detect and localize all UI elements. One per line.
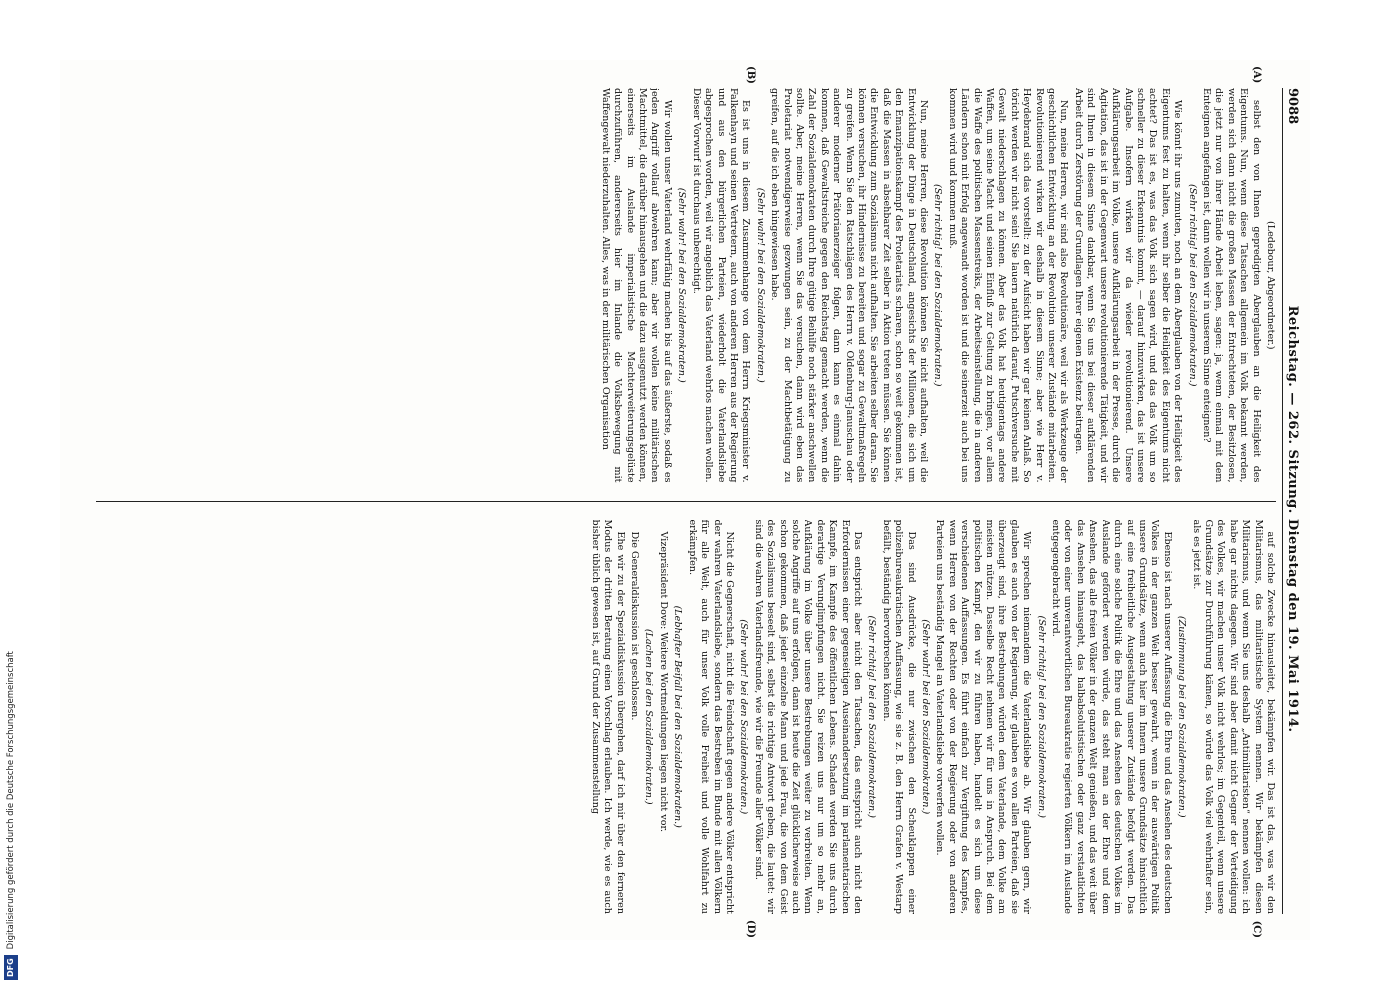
- page-header: [1282, 88, 1300, 914]
- funding-text: Digitalisierung gefördert durch die Deutsche Forschungsgemeinschaft: [6, 651, 16, 950]
- paragraph: selbst den von Ihnen gepredigten Aberglauben an die Heiligkeit des Eigentums. Nun, wenn diese Tatsachen allgemein im Volk bekannt werden, werden sich dann nicht die großen Massen der Entrechteten, der Besitzlosen, die jetzt nur von ihrer Hände Arbeit leben, sagen: ja, wenn einmal mit dem Enteignen angefangen ist, dann wollen wir in unserem Sinne enteignen?: [1200, 88, 1262, 483]
- interjection: (Sehr richtig! bei den Sozialdemokraten.): [932, 183, 944, 387]
- interjection: (Sehr wahr! bei den Sozialdemokraten.): [920, 619, 932, 815]
- rotated-page-content: [60, 60, 1310, 940]
- paragraph: Das sind Ausdrücke, die nur zwischen den Scheuklappen einer polizeibureaukratischen Auffassung, wie sie z. B. den Herrn Grafen v. Westarp befällt, beständig hervorbrechen können.: [880, 519, 917, 914]
- paragraph: Wie könnt ihr uns zumuten, noch an dem Aberglauben von der Heiligkeit des Eigentums fest zu halten, wenn ihr selber die Heiligkeit des Eigentums nicht achtet? Das ist es, was das Volk sich sagen wird, und das das Volk um so schneller zu dieser Erkenntnis kommt, — darauf hinzuwirken, das ist unsere Aufgabe. Insofern wirken wir da wieder revolutionierend. Unsere Aufklärungsarbeit im Volke, unsere Aufklärungsarbeit in der Presse, durch die Agitation, das ist in der Gegenwart unsere revolutionierende Tätigkeit, und wir sind Ihnen in diesem Sinne dankbar, wenn Sie uns bei dieser aufklärenden Arbeit durch Zerstörung der Grundlagen Ihrer eigenen Existenz beitragen.: [1072, 88, 1184, 483]
- interjection: (Sehr richtig! bei den Sozialdemokraten.): [1186, 183, 1198, 387]
- paragraph: Nun, meine Herren, diese Revolution können Sie nicht aufhalten, weil die Entwicklung der Dinge in Deutschland, angesichts der Millionen, die sich um den Emanzipationskampf des Proletariats scharen, schon so weit gekommen ist, daß die Massen in absehbarer Zeit selber in Aktion treten müssen. Sie können die Entwicklung zum Sozialismus nicht aufhalten. Sie arbeiten selber daran. Sie können versuchen, ihr Hindernisse zu bereiten und sogar zu Gewaltmaßregeln zu greifen. Wenn Sie den Ratschlägen des Herrn v. Oldenburg-Januschau oder anderer moderner Prätorianerzeiger folgen, dann kann es einmal dahin kommen, daß Gewaltstreiche gegen den Reichstag gemacht werden, wenn die Zahl der Sozialdemokraten durch Ihre gütige Beihilfe noch stärker anschwellen sollte. Aber, meine Herren, wenn Sie das versuchen, dann wird eben das Proletariat notwendigerweise gezwungen sein, zu der Machtbetätigung zu greifen, auf die ich eben hingewiesen habe.: [769, 88, 930, 483]
- margin-marker-c: (C): [1251, 920, 1262, 938]
- dfg-logo-icon: DFG: [4, 955, 18, 980]
- funding-sidebar: [4, 20, 18, 980]
- interjection: (Sehr wahr! bei den Sozialdemokraten.): [754, 187, 766, 383]
- interjection: (Sehr wahr! bei den Sozialdemokraten.): [738, 619, 750, 815]
- paragraph: Wir wollen unser Vaterland wehrfähig machen bis auf das äußerste, sodaß es jeden Angriff vollauf abwehren kann; aber wir wollen keine militärischen Machtmittel, die darüber hinausgehen und die dazu ausgenutzt werden können, einerseits im Auslande imperialistische Machterweiterungsgelüste durchzuführen, andererseits hier im Inlande die Volksbewegung mit Waffengewalt niederzuhalten. Alles, was in der militärischen Organisation: [599, 88, 673, 483]
- left-column: [96, 88, 1276, 483]
- paragraph: Die Generaldiskussion ist geschlossen.: [629, 531, 641, 721]
- column-divider: [96, 501, 1276, 502]
- scanned-page: [60, 60, 1310, 940]
- paragraph: Wir sprechen niemandem die Vaterlandsliebe ab. Wir glauben gern, wir glauben es auch von der Regierung, wir glauben es von allen Parteien, daß sie überzeugt sind, ihre Bestrebungen würden dem Vaterlande, dem Volke am meisten nützen. Dasselbe Recht nehmen wir für uns in Anspruch. Bei dem politischen Kampf, den wir zu führen haben, handelt es sich um diese verschiedenen Auffassungen. Es führt einfach zur Vergiftung des Kampfes, wenn Herren von der Rechten oder von der Regierung oder von anderen Parteien uns beständig Mangel an Vaterlandsliebe vorwerfen wollen.: [934, 519, 1033, 914]
- page-number: 9088: [1285, 88, 1300, 125]
- interjection: (Lebhafter Beifall bei den Sozialdemokraten.): [672, 605, 684, 828]
- margin-marker-d: (D): [745, 919, 756, 938]
- page-title: Reichstag. — 262. Sitzung. Dienstag den 19. Mai 1914.: [1285, 305, 1300, 733]
- interjection: (Lachen bei den Sozialdemokraten.): [643, 628, 655, 805]
- funding-note: [4, 20, 18, 980]
- margin-marker-a: (A): [1251, 66, 1262, 84]
- paragraph: Ehe wir zu der Spezialdiskussion übergehen, darf ich mir über den ferneren Modus der dritten Beratung einen Vorschlag erlauben. Ich werde, wie es auch bisher üblich gewesen ist, auf Grund der Zusammenstellung: [589, 519, 626, 914]
- interjection: (Zustimmung bei den Sozialdemokraten.): [1176, 615, 1188, 818]
- speaker-tag: (Ledebour, Abgeordneter.): [1265, 221, 1276, 350]
- paragraph: Nun, meine Herren, wir sind also Revolutionäre, weil wir als Werkzeuge der geschichtlichen Entwicklung an der Revolution unserer Zustände mitarbeiten. Revolutionierend wirken wir deshalb in diesem Sinne; aber wie Herr v. Heydebrand sich das vorstellt: zu der Aufsicht haben wir gar keinen Anlaß. So töricht werden wir nicht sein! Sie lauern natürlich darauf, Putschversuche mit Gewalt niederschlagen zu können. Aber das Volk hat heutigentags andere Waffen, um seine Macht und seinen Einfluß zur Geltung zu bringen, vor allem die Waffe des politischen Massenstreiks, der Arbeitseinstellung, die in anderen Ländern schon mit Erfolg angewandt worden ist und die seinerzeit auch bei uns kommen wird und kommen muß.: [946, 88, 1070, 483]
- paragraph: Ebenso ist nach unserer Auffassung die Ehre und das Ansehen des deutschen Volkes in der ganzen Welt besser gewahrt, wenn in der auswärtigen Politik unsere Grundsätze, wenn auch hier im Innern unsere Grundsätze hinsichtlich auf eine freiheitliche Ausgestaltung unserer Zustände befolgt werden. Das durch eine solche Politik die Ehre und das Ansehen des deutschen Volkes im Auslande gefördert werden würde, das steht man an der Ehre und dem Ansehen, das alle freien Völker in der ganzen Welt genießen, und das weit über das Ansehen hinausgeht, das halbabsolutistischen oder ganz verstaatlichten oder von einer unverantwortlichen Bureaukratie regierten Völkern im Auslande entgegengebracht wird.: [1050, 519, 1173, 914]
- paragraph: auf solche Zwecke hinausleitet, bekämpfen wir. Das ist das, was wir den Militarismus, das militaristische System nennen. Wir bekämpfen diesen Militarismus, und wenn Sie uns deshalb „Antimilitaristen“ nennen wollen: ich habe gar nichts dagegen. Wir sind aber damit nicht Gegner der Verteidigung des Volkes, wir machen unser Volk nicht wehrlos; im Gegenteil, wenn unsere Grundsätze zur Durchführung kämen, so würde das Volk viel wehrhafter sein, als es jetzt ist.: [1190, 519, 1276, 914]
- interjection: (Sehr richtig! bei den Sozialdemokraten.): [866, 615, 878, 819]
- interjection: (Sehr wahr! bei den Sozialdemokraten.): [676, 187, 688, 383]
- paragraph: Vizepräsident Dove: Weitere Wortmeldungen liegen nicht vor.: [657, 531, 669, 833]
- right-column: [96, 520, 1276, 915]
- margin-marker-b: (B): [745, 66, 756, 84]
- interjection: (Sehr richtig! bei den Sozialdemokraten.): [1035, 615, 1047, 819]
- paragraph: Nicht die Gegnerschaft, nicht die Feindschaft gegen andere Völker entspricht der wahren Vaterlandsliebe, sondern das Bestreben im Bunde mit allen Völkern für alle Welt, auch für unser Volk volle Freiheit und volle Wohlfahrt zu erkämpfen.: [686, 519, 735, 914]
- paragraph: Es ist uns in diesem Zusammenhange von dem Herrn Kriegsminister v. Falkenhayn und seinen Vertretern, auch von anderen Herren aus der Regierung und aus den bürgerlichen Parteien, wiederholt die Vaterlandsliebe abgesprochen worden, weil wir angeblich das Vaterland wehrlos machen wollen. Dieser Vorwurf ist durchaus unberechtigt.: [690, 88, 752, 483]
- paragraph: Das entspricht aber nicht den Tatsachen, das entspricht auch nicht den Erfordernissen einer gegenseitigen Auseinandersetzung im parlamentarischen Kampfe, im Kampfe des öffentlichen Lebens. Schaden werden Sie uns durch derartige Verunglimpfungen nicht. Sie reizen uns nur um so mehr an, Aufklärung im Volke über unsere Bestrebungen weiter zu verbreiten. Wenn solche Angriffe auf uns erfolgen, dann ist heute die Zeit glücklicherweise auch schon gekommen, daß jeder einzelne Mann und jede Frau, die von dem Geist des Sozialismus beseelt sind, selbst die richtige Antwort geben, die lautet: wir sind die wahren Vaterlandsfreunde, wie wir die Freunde aller Völker sind.: [752, 519, 863, 914]
- text-columns: [96, 66, 1276, 938]
